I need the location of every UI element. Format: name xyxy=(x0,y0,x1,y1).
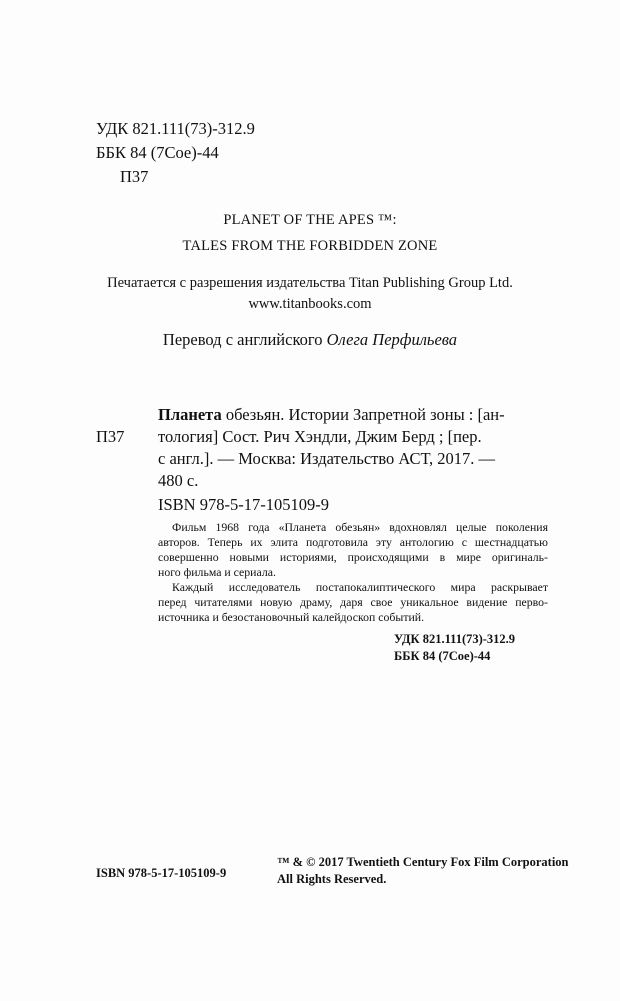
publisher-url: www.titanbooks.com xyxy=(248,296,372,312)
copyright-line1: ™ & © 2017 Twentieth Century Fox Film Corporation xyxy=(277,855,569,869)
copyright-line2: All Rights Reserved. xyxy=(277,872,387,886)
original-title-line1: PLANET OF THE APES ™: xyxy=(223,212,397,228)
copyright-notice xyxy=(277,854,569,888)
biblio-line-1 xyxy=(96,404,548,426)
original-title-line2: TALES FROM THE FORBIDDEN ZONE xyxy=(182,238,438,254)
footer-isbn: ISBN 978-5-17-105109-9 xyxy=(96,866,227,880)
original-title xyxy=(0,207,620,259)
annotation-line: Каждый исследователь постапокалиптического мира раскрывает xyxy=(172,580,548,594)
permission-text: Печатается с разрешения издательства Titan Publishing Group Ltd. xyxy=(107,275,513,291)
permission-notice xyxy=(0,273,620,315)
annotation-line: авторов. Теперь их элита подготовила эту антологию с шестнадцатью xyxy=(158,535,548,549)
author-mark: П37 xyxy=(120,167,149,186)
udk-code: УДК 821.111(73)-312.9 xyxy=(96,119,255,138)
biblio-line-2: тология] Сост. Рич Хэндли, Джим Берд ; [пер. xyxy=(158,427,482,446)
annotation-line: совершенно новыми историями, происходящими в мире оригиналь- xyxy=(158,550,548,564)
bibliographic-author-mark: П37 xyxy=(96,427,125,446)
bbk-code-bottom: ББК 84 (7Сое)-44 xyxy=(394,649,491,663)
translation-credit xyxy=(0,330,620,350)
translator-name: Олега Перфильева xyxy=(326,330,458,349)
translation-prefix: Перевод с английского xyxy=(162,330,327,349)
classification-block xyxy=(96,117,255,189)
bibliographic-record xyxy=(96,404,548,492)
biblio-line-3: с англ.]. — Москва: Издательство АСТ, 2017. — xyxy=(158,449,495,468)
isbn-record: ISBN 978-5-17-105109-9 xyxy=(158,495,329,514)
annotation-line: перед читателями новую драму, даря свое уникальное видение перво- xyxy=(158,595,548,609)
annotation-line: источника и безостановочный калейдоскоп событий. xyxy=(158,610,425,624)
biblio-line-1-rest: обезьян. Истории Запретной зоны : [ан- xyxy=(225,405,505,424)
bbk-code: ББК 84 (7Сое)-44 xyxy=(96,143,219,162)
biblio-title-word: Планета xyxy=(158,405,222,424)
annotation-line: Фильм 1968 года «Планета обезьян» вдохновлял целые поколения xyxy=(172,520,548,534)
biblio-line-4: 480 с. xyxy=(158,471,199,490)
classification-block-bottom xyxy=(394,631,515,665)
annotation xyxy=(158,520,548,625)
annotation-line: ного фильма и сериала. xyxy=(158,565,276,579)
udk-code-bottom: УДК 821.111(73)-312.9 xyxy=(394,632,516,646)
